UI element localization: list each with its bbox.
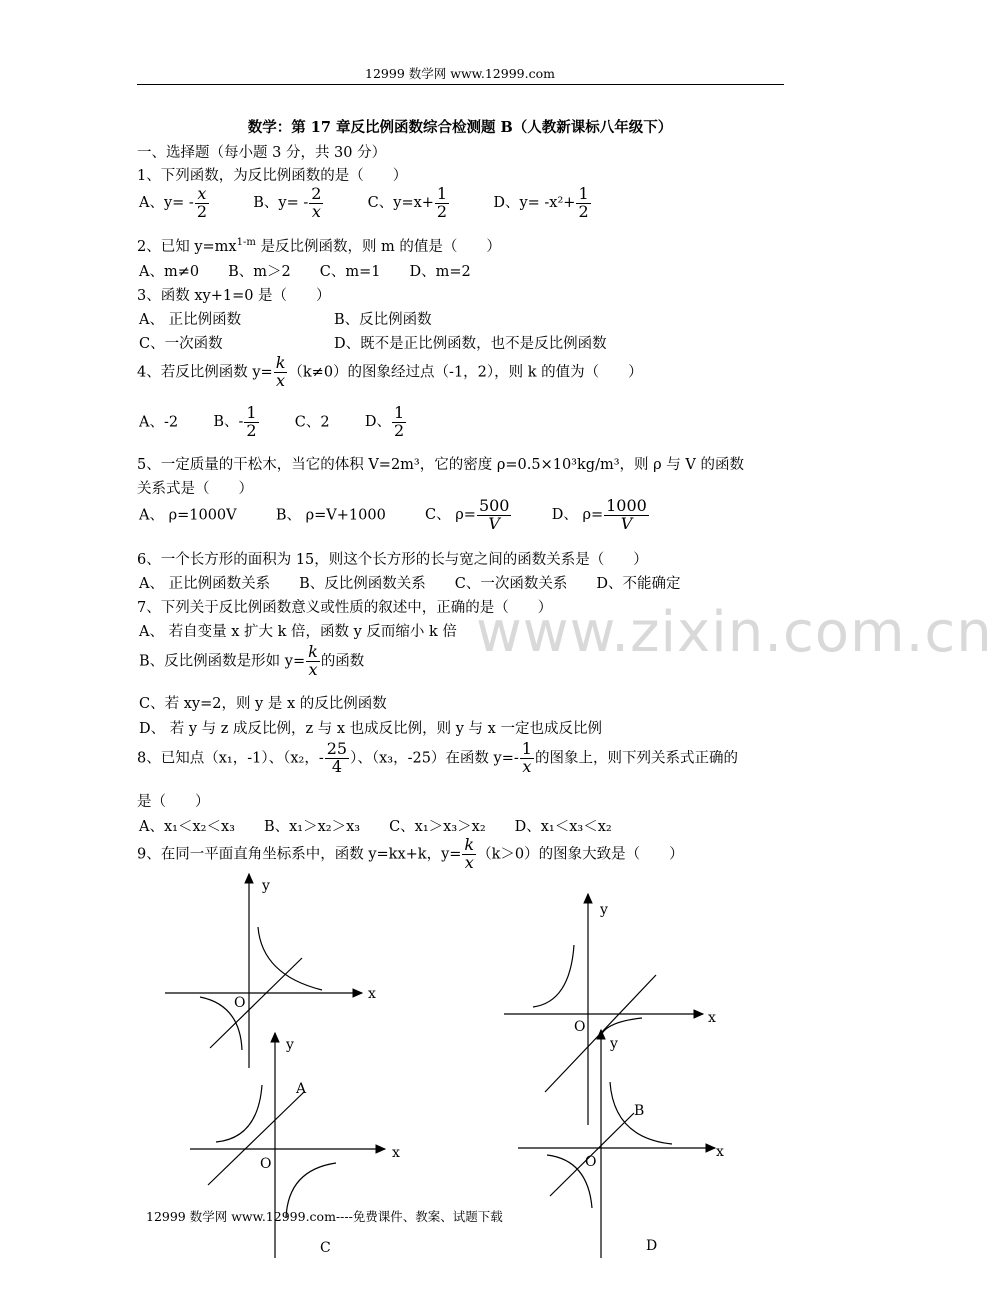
graph-b-origin-label: O xyxy=(574,1019,586,1035)
watermark: www.zixin.com.cn xyxy=(476,600,993,665)
q7-option-c: C、若 xy=2，则 y 是 x 的反比例函数 xyxy=(139,696,387,712)
graph-a-origin-label: O xyxy=(234,995,246,1011)
q1-stem: 1、下列函数，为反比例函数的是（ ） xyxy=(137,168,408,184)
graph-c-top-label: A xyxy=(296,1081,307,1097)
q7-option-b: B、反比例函数是形如 y= $\frac{k}{x}$ 的函数 xyxy=(139,642,365,679)
q3-option-c: C、一次函数 xyxy=(139,336,223,352)
q5-option-d: D、 ρ= $\frac{1000}{V}$ xyxy=(551,496,647,533)
q2-options: A、m≠0 B、m＞2 C、m=1 D、m=2 xyxy=(139,264,471,280)
q5-option-c: C、 ρ= $\frac{500}{V}$ xyxy=(425,496,510,533)
graph-d xyxy=(518,1030,724,1258)
q7-stem: 7、下列关于反比例函数意义或性质的叙述中，正确的是（ ） xyxy=(137,600,553,616)
q6-options: A、 正比例函数关系 B、反比例函数关系 C、一次函数关系 D、不能确定 xyxy=(139,576,681,592)
page-header: 12999 数学网 www.12999.com xyxy=(365,66,555,81)
q5-stem-line2: 关系式是（ ） xyxy=(137,481,253,497)
graph-b-x-label: x xyxy=(708,1010,716,1026)
q4-option-a: A、-2 xyxy=(139,414,179,431)
graph-b xyxy=(504,894,716,1125)
q7-option-d: D、 若 y 与 z 成反比例，z 与 x 也成反比例，则 y 与 x 一定也成反比例 xyxy=(139,721,602,737)
q1-option-d: D、y= -x²+ $\frac{1}{2}$ xyxy=(493,184,589,221)
graph-b-hyperbola-q2 xyxy=(533,945,574,1007)
graph-c-origin-label: O xyxy=(260,1156,272,1172)
q8-stem: 8、已知点（x₁，-1）、（x₂，- $\frac{25}{4}$ ）、（x₃，-25）在函数 y=- $\frac{1}{x}$ 的图象上，则下列关系式正确的 xyxy=(137,739,738,776)
q1-option-a: A、y= - $\frac{x}{2}$ xyxy=(139,184,208,221)
q5-stem-line1: 5、一定质量的干松木，当它的体积 V=2m³，它的密度 ρ=0.5×10³kg/m³，则 ρ 与 V 的函数 xyxy=(137,457,744,473)
q4-stem: 4、若反比例函数 y= $\frac{k}{x}$ （k≠0）的图象经过点（-1，2），则 k 的值为（ ） xyxy=(137,353,643,390)
graph-c-hyperbola-q2 xyxy=(216,1085,262,1142)
q3-option-a: A、 正比例函数 xyxy=(139,312,242,328)
q9-stem: 9、在同一平面直角坐标系中，函数 y=kx+k，y= $\frac{k}{x}$ （k＞0）的图象大致是（ ） xyxy=(137,835,684,872)
q1-option-b: B、y= - $\frac{2}{x}$ xyxy=(253,184,322,221)
graph-d-y-label: y xyxy=(610,1036,618,1052)
q3-option-d: D、既不是正比例函数，也不是反比例函数 xyxy=(334,336,607,352)
graph-a-hyperbola-q1 xyxy=(258,927,322,990)
graph-d-origin-label: O xyxy=(585,1154,597,1170)
graph-c-x-label: x xyxy=(392,1145,400,1161)
q4-option-c: C、2 xyxy=(294,414,330,431)
page-footer: 12999 数学网 www.12999.com----免费课件、教案、试题下载 xyxy=(146,1209,503,1224)
q7-option-a: A、 若自变量 x 扩大 k 倍，函数 y 反而缩小 k 倍 xyxy=(139,624,457,640)
graph-d-caption: D xyxy=(646,1238,658,1254)
section-heading: 一、选择题（每小题 3 分，共 30 分） xyxy=(137,145,387,161)
q8-stem-line2: 是（ ） xyxy=(137,794,210,810)
q1-option-c: C、y=x+ $\frac{1}{2}$ xyxy=(367,184,448,221)
graph-c-line xyxy=(208,1092,304,1185)
graph-d-x-label: x xyxy=(716,1144,724,1160)
graph-c-caption: C xyxy=(320,1240,331,1256)
q5-option-a: A、 ρ=1000V xyxy=(139,507,237,524)
q3-stem: 3、函数 xy+1=0 是（ ） xyxy=(137,288,331,304)
graph-a-x-label: x xyxy=(368,986,376,1002)
graph-a-y-label: y xyxy=(262,878,270,894)
graph-c-y-label: y xyxy=(286,1037,294,1053)
graph-a-line xyxy=(210,958,302,1048)
q4-option-d: D、 $\frac{1}{2}$ xyxy=(364,403,405,440)
q8-options: A、x₁＜x₂＜x₃ B、x₁＞x₂＞x₃ C、x₁＞x₃＞x₂ D、x₁＜x₃＜x₂ xyxy=(139,819,612,835)
q3-option-b: B、反比例函数 xyxy=(334,312,432,328)
q6-stem: 6、一个长方形的面积为 15，则这个长方形的长与宽之间的函数关系是（ ） xyxy=(137,552,648,568)
q5-option-b: B、 ρ=V+1000 xyxy=(275,507,386,524)
graph-b-y-label: y xyxy=(600,902,608,918)
graph-d-top-label: B xyxy=(634,1103,645,1119)
page-title: 数学：第 17 章反比例函数综合检测题 B（人教新课标八年级下） xyxy=(247,119,673,136)
q2-stem: 2、已知 $y=mx^{1-m}$ 是反比例函数，则 m 的值是（ ） xyxy=(137,237,501,255)
q4-option-b: B、- $\frac{1}{2}$ xyxy=(213,403,257,440)
graph-a xyxy=(165,874,376,1068)
